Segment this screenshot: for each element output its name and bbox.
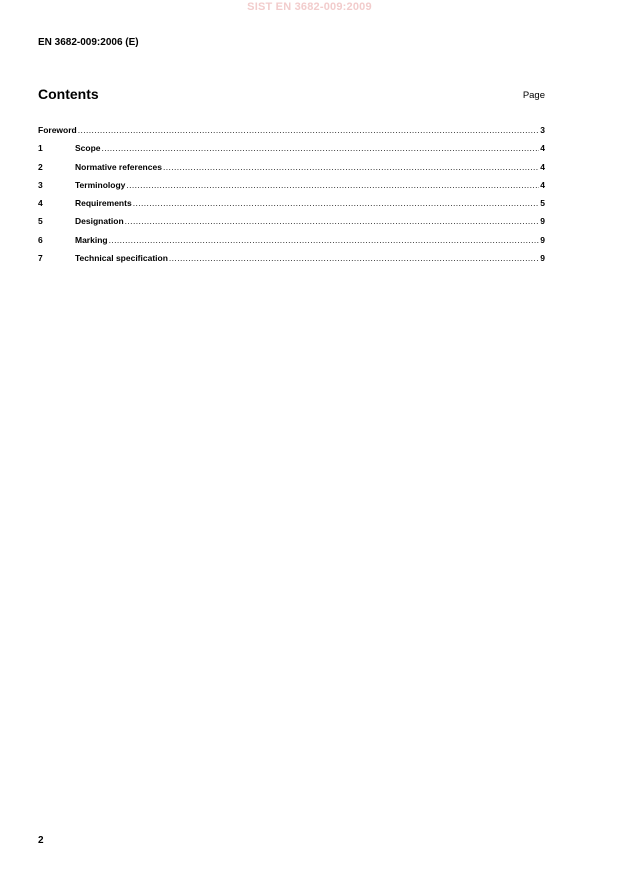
toc-entry-number: 3 <box>38 179 43 190</box>
toc-dot-leader <box>102 142 540 154</box>
toc-entry-number: 5 <box>38 216 43 227</box>
toc-entry-title: Technical specification <box>75 253 168 264</box>
toc-entry-title: Marking <box>75 234 108 245</box>
toc-entry-title: Normative references <box>75 161 162 172</box>
toc-dot-leader <box>78 124 540 136</box>
watermark-text: SIST EN 3682-009:2009 <box>247 1 372 13</box>
toc-entry-title: Terminology <box>75 179 126 190</box>
toc-dot-leader <box>125 215 540 227</box>
toc-dot-leader <box>109 234 540 246</box>
toc-dot-leader <box>126 179 539 191</box>
toc-entry-title: Requirements <box>75 198 132 209</box>
document-id-header: EN 3682-009:2006 (E) <box>38 37 139 48</box>
toc-entry-requirements[interactable] <box>38 197 545 215</box>
toc-entry-page: 4 <box>540 179 545 190</box>
toc-entry-page: 9 <box>540 216 545 227</box>
toc-entry-page: 4 <box>540 161 545 172</box>
toc-entry-number: 1 <box>38 143 43 154</box>
toc-entry-technical-specification[interactable] <box>38 252 545 270</box>
page-number-footer: 2 <box>38 835 44 846</box>
toc-entry-terminology[interactable] <box>38 179 545 197</box>
toc-dot-leader <box>133 197 540 209</box>
toc-entry-page: 5 <box>540 198 545 209</box>
toc-entry-title: Designation <box>75 216 124 227</box>
toc-entry-number: 2 <box>38 161 43 172</box>
toc-entry-page: 4 <box>540 143 545 154</box>
toc-entry-scope[interactable] <box>38 142 545 160</box>
page-column-label: Page <box>522 90 545 101</box>
toc-entry-title: Scope <box>75 143 101 154</box>
toc-entry-marking[interactable] <box>38 234 545 252</box>
toc-entry-title: Foreword <box>38 125 77 135</box>
toc-entry-normative-references[interactable] <box>38 161 545 179</box>
toc-entry-designation[interactable] <box>38 215 545 233</box>
toc-dot-leader <box>163 161 539 173</box>
toc-entry-number: 6 <box>38 234 43 245</box>
toc-entry-number: 4 <box>38 198 43 209</box>
toc-entry-number: 7 <box>38 253 43 264</box>
toc-entry-page: 9 <box>540 234 545 245</box>
toc-entry-page: 3 <box>540 125 545 135</box>
toc-entry-foreword[interactable] <box>38 124 545 142</box>
toc-entry-page: 9 <box>540 253 545 264</box>
table-of-contents <box>38 124 545 270</box>
contents-heading: Contents <box>38 86 99 102</box>
toc-dot-leader <box>169 252 539 264</box>
